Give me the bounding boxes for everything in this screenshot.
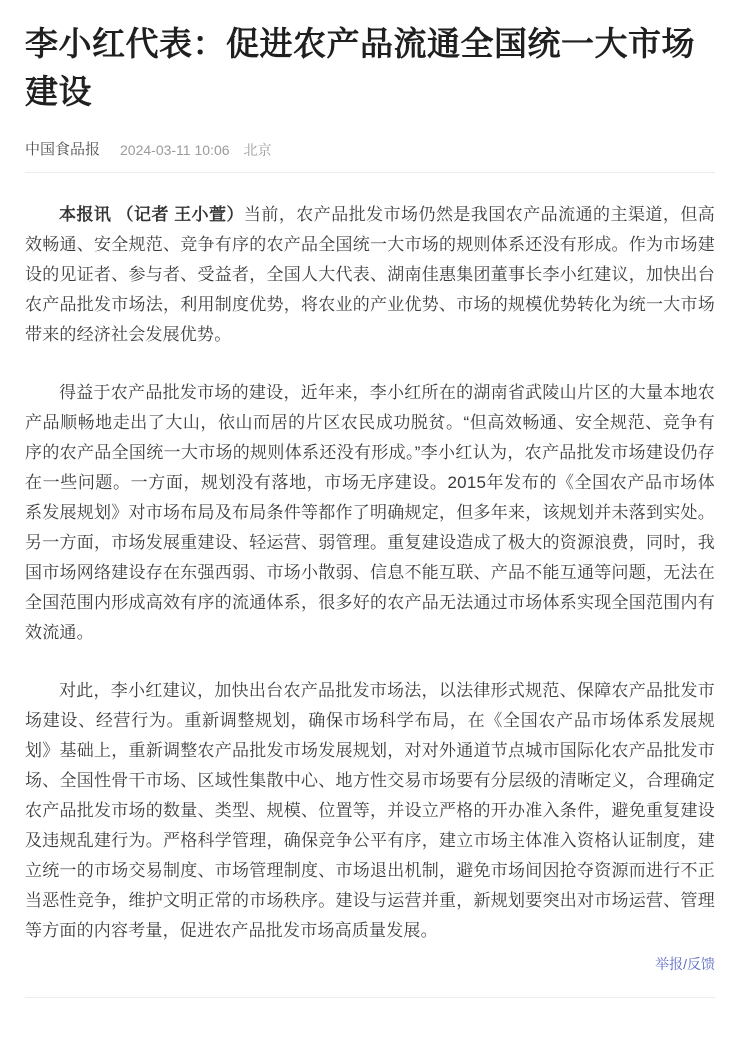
article-paragraph xyxy=(25,676,715,946)
article-paragraph xyxy=(25,378,715,648)
top-divider xyxy=(25,172,715,173)
publish-location: 北京 xyxy=(243,142,272,158)
publish-datetime: 2024-03-11 10:06 xyxy=(120,142,230,158)
article-content xyxy=(25,200,715,946)
paragraph-text: 得益于农产品批发市场的建设，近年来，李小红所在的湖南省武陵山片区的大量本地农产品顺畅地走出了大山，依山而居的片区农民成功脱贫。“但高效畅通、安全规范、竞争有序的农产品全国统一大市场的规则体系还没有形成。”李小红认为，农产品批发市场建设仍存在一些问题。一方面，规划没有落地，市场无序建设。2015年发布的《全国农产品市场体系发展规划》对市场布局及布局条件等都作了明确规定，但多年来，该规划并未落到实处。另一方面，市场发展重建设、轻运营、弱管理。重复建设造成了极大的资源浪费，同时，我国市场网络建设存在东强西弱、市场小散弱、信息不能互联、产品不能互通等问题，无法在全国范围内形成高效有序的流通体系，很多好的农产品无法通过市场体系实现全国范围内有效流通。 xyxy=(25,383,715,642)
paragraph-text: 对此，李小红建议，加快出台农产品批发市场法，以法律形式规范、保障农产品批发市场建设、经营行为。重新调整规划，确保市场科学布局，在《全国农产品市场体系发展规划》基础上，重新调整农产品批发市场发展规划，对对外通道节点城市国际化农产品批发市场、全国性骨干市场、区域性集散中心、地方性交易市场要有分层级的清晰定义，合理确定农产品批发市场的数量、类型、规模、位置等，并设立严格的开办准入条件，避免重复建设及违规乱建行为。严格科学管理，确保竞争公平有序，建立市场主体准入资格认证制度，建立统一的市场交易制度、市场管理制度、市场退出机制，避免市场间因抢夺资源而进行不正当恶性竞争，维护文明正常的市场秩序。建设与运营并重，新规划要突出对市场运营、管理等方面的内容考量，促进农产品批发市场高质量发展。 xyxy=(25,681,715,940)
article-meta xyxy=(25,140,715,160)
article-paragraph xyxy=(25,200,715,350)
paragraph-lead: 本报讯 （记者 王小萱） xyxy=(59,205,244,224)
bottom-divider xyxy=(25,997,715,998)
source-name: 中国食品报 xyxy=(25,141,101,158)
paragraph-text: 当前，农产品批发市场仍然是我国农产品流通的主渠道，但高效畅通、安全规范、竞争有序的农产品全国统一大市场的规则体系还没有形成。作为市场建设的见证者、参与者、受益者，全国人大代表、湖南佳惠集团董事长李小红建议，加快出台农产品批发市场法，利用制度优势，将农业的产业优势、市场的规模优势转化为统一大市场带来的经济社会发展优势。 xyxy=(25,205,715,344)
article-title: 李小红代表：促进农产品流通全国统一大市场建设 xyxy=(25,25,695,110)
article-footer xyxy=(25,954,715,974)
report-feedback-link[interactable]: 举报/反馈 xyxy=(655,956,715,972)
